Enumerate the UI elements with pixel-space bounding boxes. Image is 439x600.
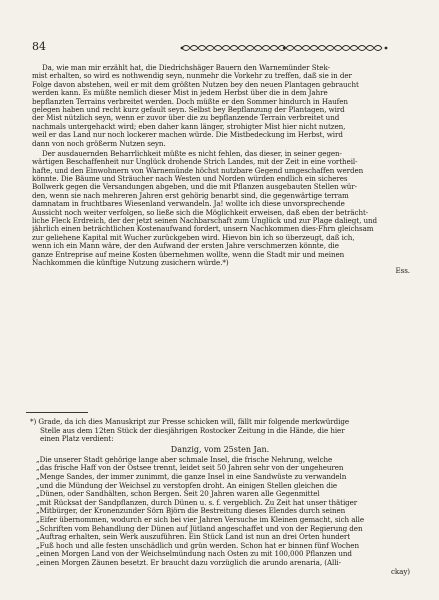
text-line: weil er das Land nur noch lockerer machen würde. Die Mistbedeckung im Herbst, wird	[32, 131, 343, 140]
text-line: mist erhalten, so wird es nothwendig seyn, nunmehr die Vorkehr zu treffen, daß sie in der	[32, 72, 352, 81]
text-line: Da, wie man mir erzählt hat, die Diedrichshäger Bauern den Warnemünder Stek-	[42, 64, 330, 72]
quote-line: „Fuß hoch und alle festen unschädlich und grün werden. Schon hat er binnen fünf Wochen	[36, 541, 359, 550]
quote-line: „Die unserer Stadt gehörige lange aber schmale Insel, die frische Nehrung, welche	[36, 455, 333, 464]
quote-line: „Schriften vom Behandlung der Dünen auf Jütland angeschaffet und von der Regierung den	[36, 524, 363, 533]
decorative-border-ornament-icon	[180, 42, 388, 54]
text-line: hafte, und den Einwohnern von Warnemünde höchst nutzbare Gegend umgeschaffen werden	[32, 166, 364, 175]
text-line: werden kann. Es müßte nemlich dieser Mist in jedem Herbst über die in dem Jahre	[32, 89, 328, 98]
quote-line: „Auftrag erhalten, sein Werk auszuführen. Ein Stück Land ist nun an drei Orten hundert	[36, 533, 351, 542]
quote-line: „einen Morgen Land von der Weichselmündung nach Osten zu mit 100,000 Pflanzen und	[36, 550, 352, 559]
text-line: der Mist nützlich seyn, wenn er zuvor über die zu bepflanzende Terrain verbreitet und	[32, 114, 340, 123]
footnote-line: einen Platz verdient:	[40, 435, 114, 444]
quote-line: „mit Rücksat der Sandpflanzen, durch Dünen u. s. f. vergeblich. Zu Zeit hat unser thätiger	[36, 498, 358, 507]
quote-line: ckay)	[390, 567, 410, 576]
footnote-block	[30, 418, 410, 576]
page-header	[20, 42, 420, 56]
footnote-divider	[26, 412, 88, 413]
quote-line: „und die Mündung der Weichsel zu verstopfen droht. An einigen Stellen gleichen die	[36, 481, 338, 490]
text-line: zur geliehene Kapital mit Wucher zurückgeben wird. Hievon bin ich so überzeugt, daß ich,	[32, 233, 355, 242]
quote-line: „einen Morgen Zäunen besetzt. Er braucht dazu vorzüglich die arundo arenaria, (Alli-	[36, 558, 341, 567]
quote-line: „das frische Haff von der Ostsee trennt, leidet seit 50 Jahren sehr von der ungeheuren	[36, 464, 344, 473]
text-line: liche Fleck Erdreich, der der jetzt seinen Nachbarschaft zum Unglück und zur Plage daliegt, und	[32, 217, 377, 226]
footnote-line: Stelle aus dem 12ten Stück der diesjährigen Rostocker Zeitung in die Hände, die hier	[40, 426, 345, 435]
text-line: gelegen haben und recht kurz gefault seyn. Selbst bey Bepflanzung der Plantagen, wird	[32, 105, 345, 114]
text-line: nachmals untergehackt wird; eben daher kann länger, strohigter Mist hier nicht nutzen,	[32, 122, 346, 131]
footnote-line: *) Grade, da ich dies Manuskript zur Presse schicken will, fällt mir folgende merkwürdige	[30, 418, 349, 426]
text-line: Aussicht noch weiter verfolgen, so ließe sich die Möglichkeit erweisen, daß eben der beträcht-	[32, 208, 369, 217]
quote-line: „Mitbürger, der Kronenzunder Sörn Björn die Bestreitung dieses Elendes durch seinen	[36, 507, 346, 516]
text-line: wenn ich ein Mann wäre, der den Aufwand der ersten Jahre verschmerzen könnte, die	[32, 242, 339, 251]
text-line: Folge davon abstehen, weil er mit dem größten Nutzen bey den neuen Plantagen gebraucht	[32, 80, 359, 89]
text-line: jährlich einen beträchtlichen Kostenaufwand fordert, unsern Nachkommen dies-Fhrn gleichsam	[32, 225, 374, 234]
text-line: wärtigen Beschaffenheit nur Unglück drohende Strich Landes, mit der Zeit in eine vortheil-	[32, 158, 358, 167]
text-line: bepflanzten Terrains verbreitet werden. Doch müßte er den Sommer hindurch in Haufen	[32, 97, 348, 106]
text-line: Der ausdauernden Beharrlichkeit müßte es nicht fehlen, das dieser, in seiner gegen-	[42, 149, 342, 158]
page-number: 84	[32, 40, 46, 53]
text-line: damnatam in fruchtbares Wiesenland verwandeln. Ja! wollte ich diese unvorsprechende	[32, 200, 345, 209]
author-signature: Ess.	[395, 267, 410, 276]
text-line: Nachkommen die künftige Nutzung zusichern würde.*)	[32, 258, 229, 267]
text-line: könnte. Die Bäume und Sträucher nach Westen und Norden würden endlich ein sicheres	[32, 175, 348, 184]
text-line: dann von noch größerm Nutzen seyn.	[32, 139, 166, 148]
quote-line: „Dünen, oder Sandhälten, schon Bergen. Seit 20 Jahren waren alle Gegenmittel	[36, 490, 320, 499]
quote-line: „Menge Sandes, der immer zunimmt, die ganze Insel in eine Sandwüste zu verwandeln	[36, 472, 347, 481]
main-text-block	[32, 64, 410, 276]
footnote-dateline: Danzig, vom 25sten Jan.	[170, 444, 270, 454]
quote-line: „Eifer übernommen, wodurch er sich bei vier Jahren Versuche im Kleinen gemacht, sich alle	[36, 515, 364, 524]
text-line: ganze Entreprise auf meine Kosten übernehmen wollte, wenn die Stadt mir und meinen	[32, 250, 345, 259]
text-line: Bollwerk gegen die Versandungen abgeben, und die mit Pflanzen ausgebauten Stellen wür-	[32, 183, 357, 192]
text-line: den, wenn sie nach mehreren Jahren erst gehörig benarbt sind, die gegenwärtige terram	[32, 191, 349, 200]
